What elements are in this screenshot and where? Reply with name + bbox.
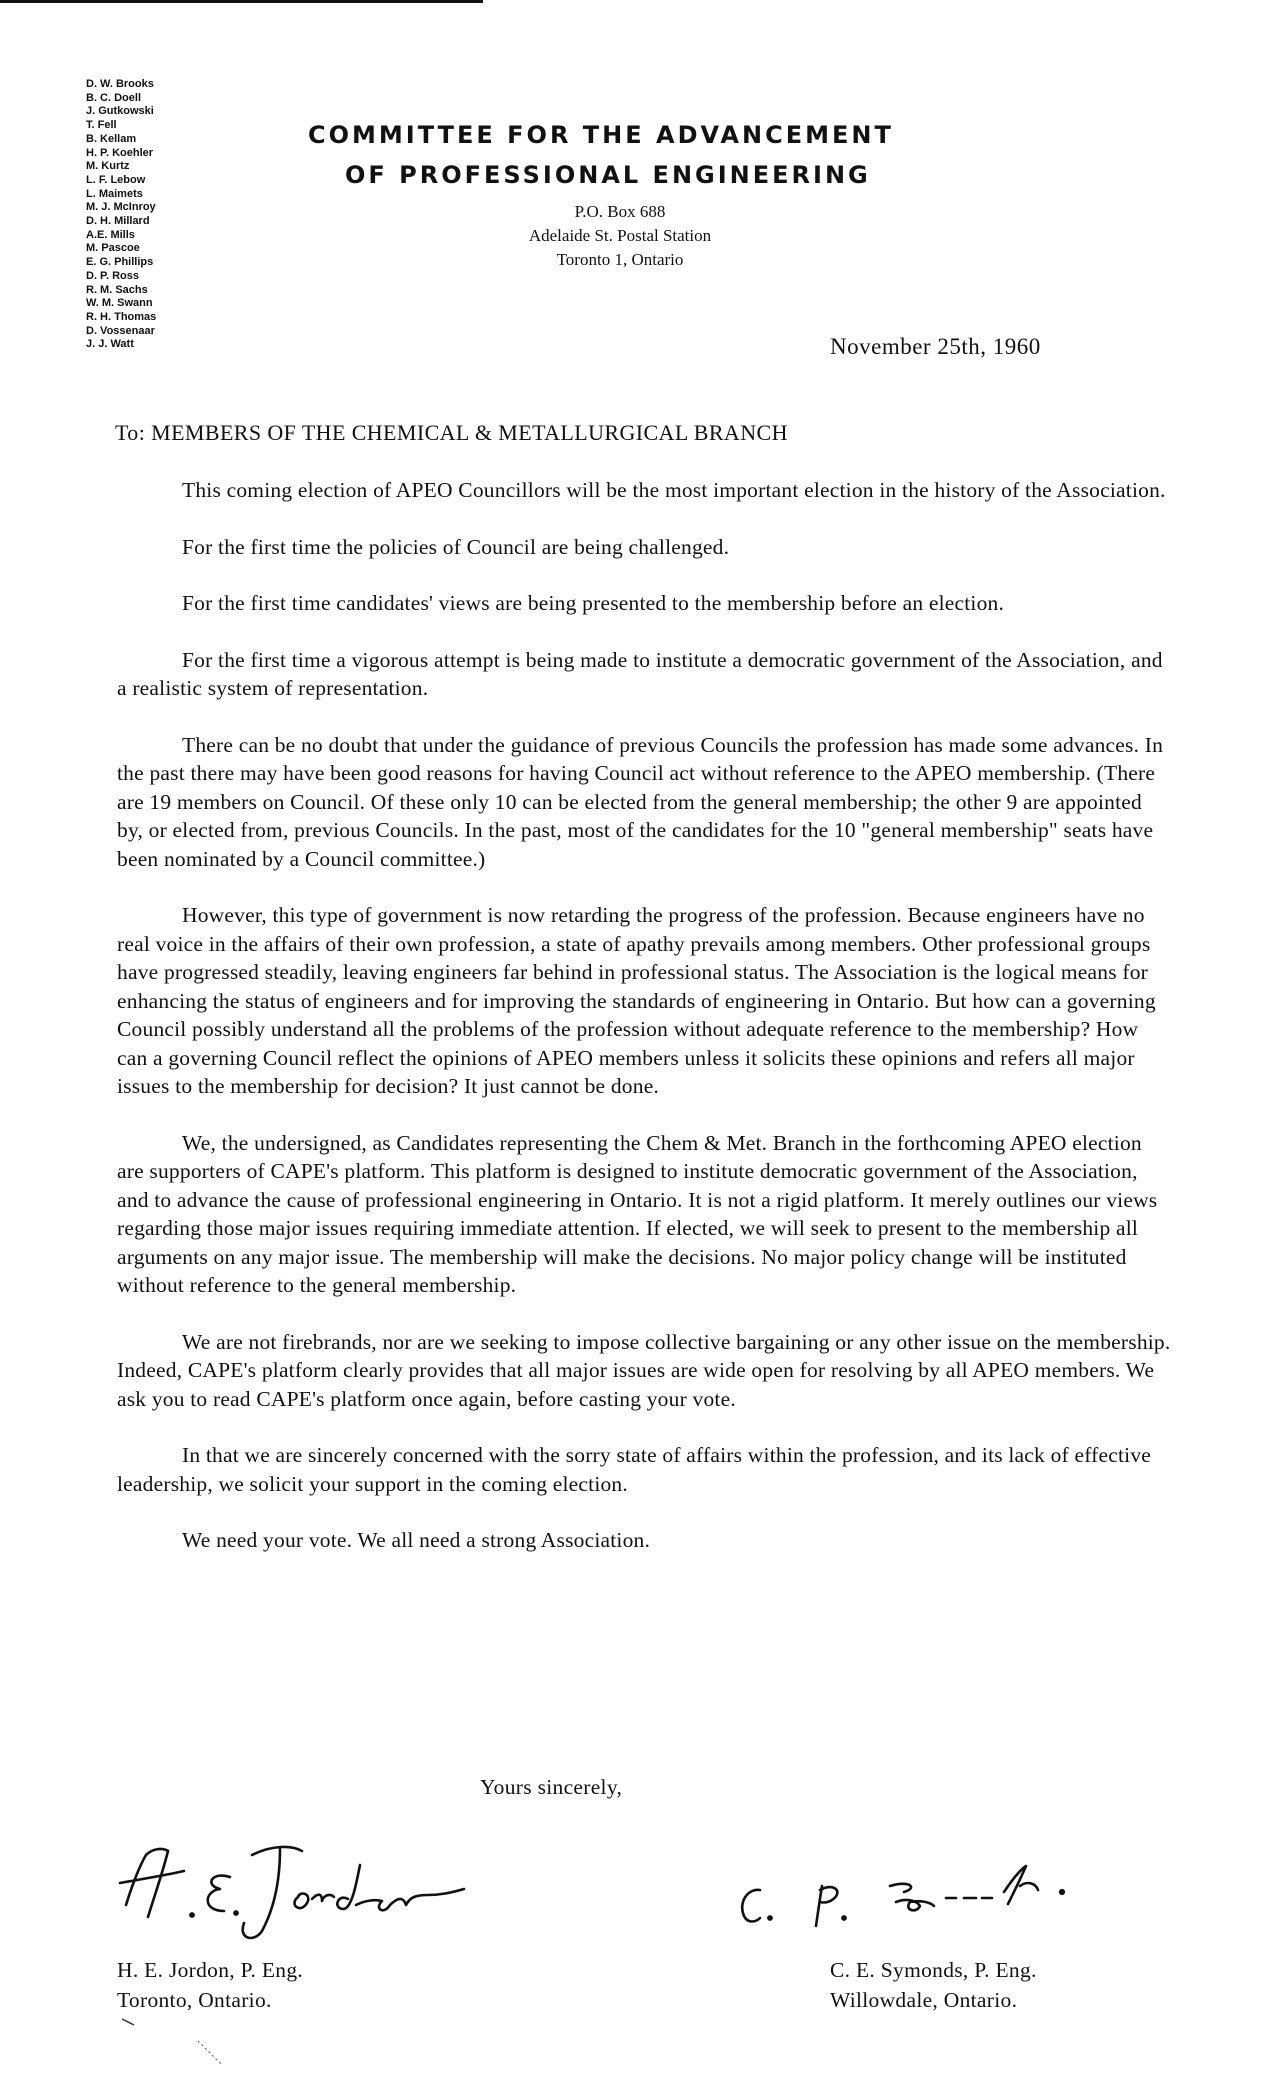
committee-member: E. G. Phillips <box>86 256 154 269</box>
letter-body <box>117 476 1171 1583</box>
signatory-1 <box>117 1955 303 2015</box>
body-paragraph: This coming election of APEO Councillors will be the most important election in the history of the Association. <box>182 478 1166 502</box>
committee-member: D. P. Ross <box>86 269 139 282</box>
address-line: Adelaide St. Postal Station <box>528 226 712 245</box>
committee-member: M. J. McInroy <box>86 201 156 214</box>
letter-date: November 25th, 1960 <box>830 334 1041 359</box>
committee-member: J. Gutkowski <box>86 105 154 118</box>
committee-member: R. H. Thomas <box>86 310 157 323</box>
body-paragraph: We are not firebrands, nor are we seeking to impose collective bargaining or any other issue on the membership. Indeed, CAPE's platform clearly provides that all major issues are wide open for resolving by all APEO members. We ask you to read CAPE's platform once again, before casting your vote. <box>117 1329 1171 1411</box>
committee-member: M. Pascoe <box>86 242 140 255</box>
closing-salutation: Yours sincerely, <box>480 1775 623 1799</box>
committee-member: L. Maimets <box>86 187 143 200</box>
top-rule <box>0 0 483 3</box>
body-paragraph: We, the undersigned, as Candidates representing the Chem & Met. Branch in the forthcoming APEO election are supporters of CAPE's platform. This platform is designed to institute democratic government of the Association, and to advance the cause of professional engineering in Ontario. It is not a rigid platform. It merely outlines our views regarding those major issues requiring immediate attention. If elected, we will seek to present to the membership all arguments on any major issue. The membership will make the decisions. No major policy change will be instituted without reference to the general membership. <box>117 1130 1158 1297</box>
body-paragraph: For the first time a vigorous attempt is being made to institute a democratic government of the Association, and a realistic system of representation. <box>117 647 1163 700</box>
signature-jordon <box>112 1835 472 1945</box>
body-paragraph: For the first time candidates' views are being presented to the membership before an election. <box>182 591 1005 615</box>
recipient-line: To: MEMBERS OF THE CHEMICAL & METALLURGICAL BRANCH <box>115 420 788 445</box>
organization-title <box>300 115 1020 195</box>
signature-symonds <box>720 1840 1150 1940</box>
committee-member: D. W. Brooks <box>86 78 154 90</box>
committee-member: H. P. Koehler <box>86 146 154 159</box>
committee-member: A.E. Mills <box>86 228 135 241</box>
address-line: P.O. Box 688 <box>574 202 666 221</box>
stray-pen-mark <box>118 2015 228 2070</box>
signatory-location: Toronto, Ontario. <box>117 1988 272 2012</box>
committee-member: T. Fell <box>86 119 117 132</box>
committee-member: D. Vossenaar <box>86 324 155 337</box>
organization-title-line2: OF PROFESSIONAL ENGINEERING <box>345 161 871 189</box>
committee-member: W. M. Swann <box>86 297 153 310</box>
committee-member-list <box>86 78 196 352</box>
committee-member: M. Kurtz <box>86 160 130 173</box>
body-paragraph: In that we are sincerely concerned with the sorry state of affairs within the profession, and its lack of effective leadership, we solicit your support in the coming election. <box>117 1443 1152 1496</box>
committee-member: B. C. Doell <box>86 91 142 104</box>
body-paragraph: However, this type of government is now retarding the progress of the profession. Because engineers have no real voice in the affairs of their own profession, a state of apathy prevails among members. Other professional groups have progressed steadily, leaving engineers far behind in professional status. The Association is the logical means for enhancing the status of engineers and for improving the standards of engineering in Ontario. But how can a governing Council possibly understand all the problems of the profession without adequate reference to the membership? How can a governing Council reflect the opinions of APEO members unless it solicits these opinions and refers all major issues to the membership for decision? It just cannot be done. <box>117 903 1156 1098</box>
organization-title-line1: COMMITTEE FOR THE ADVANCEMENT <box>308 121 894 149</box>
signatory-name: C. E. Symonds, P. Eng. <box>830 1958 1037 1982</box>
signatory-name: H. E. Jordon, P. Eng. <box>117 1958 304 1982</box>
committee-member: R. M. Sachs <box>86 283 148 296</box>
address-line: Toronto 1, Ontario <box>556 250 684 269</box>
mailing-address <box>500 200 740 272</box>
committee-member: J. J. Watt <box>86 338 134 351</box>
committee-member: B. Kellam <box>86 132 137 145</box>
signatory-2 <box>830 1955 1037 2015</box>
committee-member: D. H. Millard <box>86 215 150 228</box>
signatory-location: Willowdale, Ontario. <box>830 1988 1018 2012</box>
committee-member: L. F. Lebow <box>86 173 146 186</box>
body-paragraph: There can be no doubt that under the guidance of previous Councils the profession has made some advances. In the past there may have been good reasons for having Council act without reference to the APEO membership. (There are 19 members on Council. Of these only 10 can be elected from the general membership; the other 9 are appointed by, or elected from, previous Councils. In the past, most of the candidates for the 10 "general membership" seats have been nominated by a Council committee.) <box>117 732 1164 871</box>
body-paragraph: We need your vote. We all need a strong Association. <box>182 1528 651 1552</box>
body-paragraph: For the first time the policies of Council are being challenged. <box>182 534 730 559</box>
